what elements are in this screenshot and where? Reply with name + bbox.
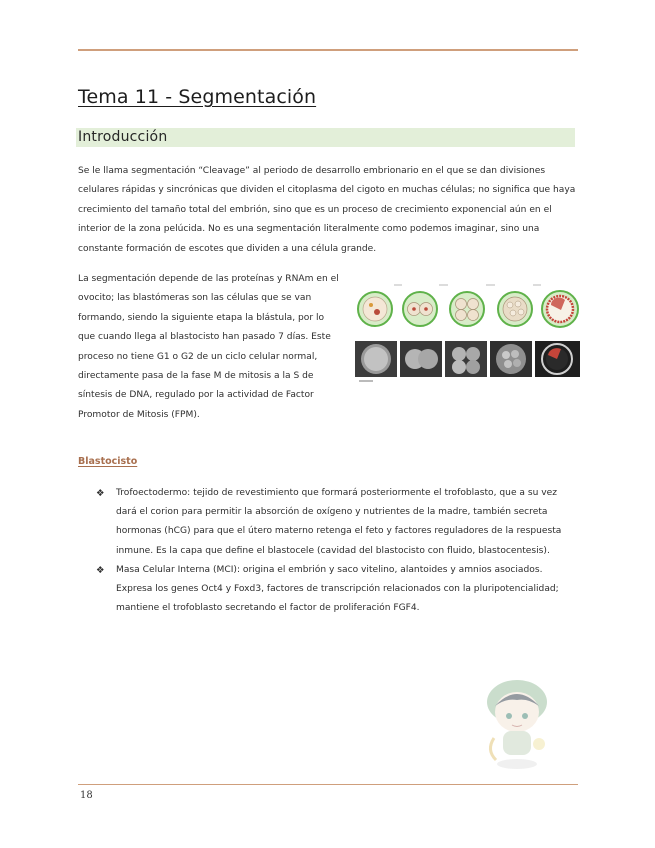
blastocisto-list [96, 484, 580, 618]
segmentation-paragraph: La segmentación depende de las proteínas y RNAm en el ovocito; las blastómeras son las células que se van formando, siendo la siguiente etapa la blástula, por lo que cuando llega al blastocisto han pasado 7 días. Este proceso no tiene G1 o G2 de un ciclo celular normal, directamente pasa de la fase M de mitosis a la S de síntesis de DNA, regulado por la actividad de Factor Promotor de Mitosis (FPM). [78, 274, 339, 420]
list-item-text: Masa Celular Interna (MCI): origina el embrión y saco vitelino, alantoides y amnios asociados. Expresa los genes Oct4 y Foxd3, factores de transcripción relacionados con la pluripotencialidad; mantiene el trofoblasto secretando el factor de proliferación FGF4. [116, 564, 559, 614]
subheading-blastocisto: Blastocisto [78, 456, 138, 467]
intro-paragraph: Se le llama segmentación “Cleavage” al periodo de desarrollo embrionario en el que se dan divisiones celulares rápidas y sincrónicas que dividen el citoplasma del cigoto en muchas células; no significa que haya crecimiento del tamaño total del embrión, sino que es un proceso de crecimiento exponencial aún en el interior de la zona pelúcida. No es una segmentación literalmente como podemos imaginar, sino una constante formación de escotes que dividen a una célula grande. [78, 166, 576, 254]
cleavage-diagram-row [358, 285, 578, 327]
list-item-text: Trofoectodermo: tejido de revestimiento que formará posteriormente el trofoblasto, que a su vez dará el corion para permitir la absorción de oxígeno y nutrientes de la madre, también secreta hormonas (hCG) para que el útero materno retenga el feto y factores reguladores de la respuesta inmune. Es la capa que define el blastocele (cavidad del blastocisto con fluido, blastocentesis). [116, 488, 562, 556]
header-rule [78, 49, 578, 51]
diamond-bullet-icon: ❖ [96, 488, 105, 499]
section-title: Introducción [78, 129, 168, 145]
chibi-character-sticker-icon [476, 668, 558, 772]
diamond-bullet-icon: ❖ [96, 564, 105, 576]
page-title: Tema 11 - Segmentación [78, 86, 317, 108]
footer-rule [78, 784, 578, 785]
micrograph-row [355, 341, 580, 381]
page-number: 18 [80, 790, 93, 801]
embryo-cleavage-figure [355, 275, 580, 383]
list-item [96, 561, 580, 619]
list-item [96, 484, 580, 561]
